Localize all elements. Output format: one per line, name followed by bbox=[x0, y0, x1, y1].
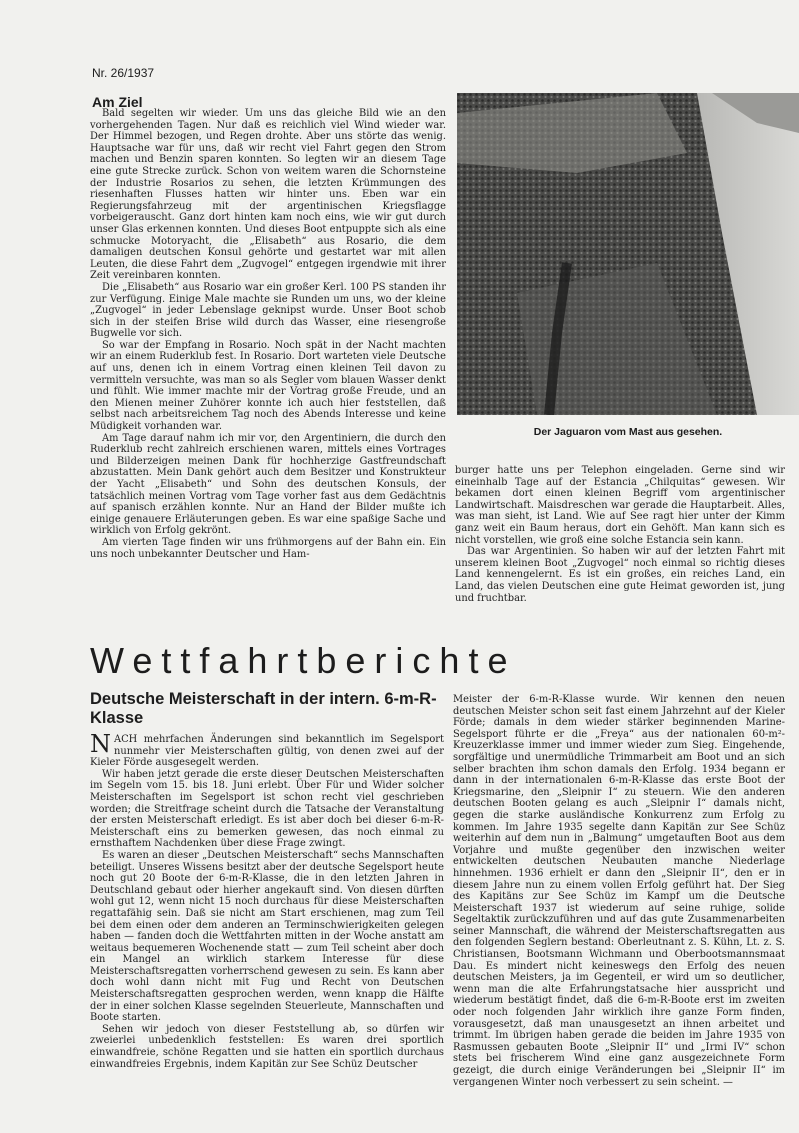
article2-left-column bbox=[90, 730, 444, 1070]
article2-heading: Deutsche Meisterschaft in der intern. 6-m-R-Klasse bbox=[90, 690, 437, 727]
paragraph: Am vierten Tage finden wir uns frühmorgens auf der Bahn ein. Ein uns noch unbekannter Deutscher und Ham- bbox=[90, 536, 446, 560]
photo-caption: Der Jaguaron vom Mast aus gesehen. bbox=[533, 426, 723, 438]
paragraph: burger hatte uns per Telephon eingeladen. Gerne sind wir eineinhalb Tage auf der Estancia „Chilquitas“ gewesen. Wir bekamen dort einen kleinen Begriff vom argentinischer Landwirtschaft. Maisdreschen war gerade die Hauptarbeit. Alles, was man sieht, ist Land. Wie auf See ragt hier unter der Kimm ganz weit ein Baum heraus, dort ein Gehöft. Man kann sich es nicht vorstellen, wie groß eine solche Estancia sein kann. bbox=[455, 465, 785, 546]
article-heading: Am Ziel bbox=[92, 94, 143, 110]
paragraph: Wir haben jetzt gerade die erste dieser Deutschen Meisterschaften im Segeln vom 15. bis 18. Juni erlebt. Über Für und Wider solcher Meisterschaften im Segelsport ist schon recht viel geschrieben worden; die Streitfrage scheint durch die Tatsache der Veranstaltung der ersten Meisterschaft erledigt. Es ist aber doch bei dieser 6-m-R-Meisterschaft eins zu bemerken gewesen, das noch einmal zu ernsthaftem Nachdenken über diese Frage zwingt. bbox=[90, 768, 444, 850]
paragraph: Das war Argentinien. So haben wir auf der letzten Fahrt mit unserem kleinen Boot „Zugvogel“ noch einmal so richtig dieses Land kennengelernt. Es ist ein großes, ein reiches Land, ein Land, das vielen Deutschen eine gute Heimat geworden ist, jung und fruchtbar. bbox=[455, 546, 785, 604]
paragraph: Am Tage darauf nahm ich mir vor, den Argentiniern, die durch den Ruderklub recht zahlreich erschienen waren, mittels eines Vortrages und Bilderzeigen meinen Dank für hochherzige Gastfreundschaft abzustatten. Mein Dank gehört auch dem Besitzer und Konstrukteur der Yacht „Elisabeth“ und Sohn des deutschen Konsuls, der tatsächlich meinen Vortrag vom Tage vorher fast aus dem Gedächtnis auf spanisch erzählen konnte. Nur an Hand der Bilder mußte ich einige genauere Erläuterungen geben. Es war eine spaßige Sache und wirklich von Erfolg gekrönt. bbox=[90, 432, 446, 537]
issue-number: Nr. 26/1937 bbox=[92, 66, 155, 80]
paragraph: So war der Empfang in Rosario. Noch spät in der Nacht machten wir an einem Ruderklub fest. In Rosario. Dort warteten viele Deutsche auf uns, denen ich in einem Vortrag einen kleinen Teil davon zu vermitteln versuchte, was man so als Segler vom blauen Wasser denkt und fühlt. Wie immer machte mir der Vortrag große Freude, und an den Mienen meiner Zuhörer konnte ich auch hier feststellen, daß selbst nach arbeitsreichem Tag noch des Abends Interesse und keine Müdigkeit vorhanden war. bbox=[90, 339, 446, 433]
article-right-column bbox=[455, 465, 785, 604]
paragraph: Sehen wir jedoch von dieser Feststellung ab, so dürfen wir zweierlei unbedenklich feststellen: Es waren drei sportlich einwandfreie, schöne Regatten und sie hatten ein sportlich durchaus einwandfreies Ergebnis, indem Kapitän zur See Schüz Deutscher bbox=[90, 1023, 444, 1070]
paragraph: Meister der 6-m-R-Klasse wurde. Wir kennen den neuen deutschen Meister schon seit fast einem Jahrzehnt auf der Kieler Förde; damals in dem wieder stärker beginnenden Marine-Segelsport führte er die „Freya“ aus der nationalen 60-m²-Kreuzerklasse immer und immer wieder zum Sieg. Eingehende, sorgfältige und unermüdliche Trimmarbeit am Boot und an sich selber brachten ihm schon damals den Erfolg. 1934 begann er dann in der internationalen 6-m-R-Klasse das erste Boot der Kriegsmarine, den „Sleipnir I“ zu steuern. Wie den anderen deutschen Booten gelang es auch „Sleipnir I“ damals nicht, gegen die starke ausländische Konkurrenz zum Erfolg zu kommen. Im Jahre 1935 segelte dann Kapitän zur See Schüz weiterhin auf dem nun in „Balmung“ umgetauften Boot aus dem Vorjahre und mußte gegenüber den inzwischen weiter entwickelten deutschen Neubauten manche Niederlage hinnehmen. 1936 erhielt er dann den „Sleipnir II“, den er in diesem Jahre nun zu einem vollen Erfolg geführt hat. Der Sieg des Kapitäns zur See Schüz im Kampf um die Deutsche Meisterschaft 1937 ist wiederum auf seine ruhige, solide Segeltaktik zurückzuführen und auf das gute Zusammenarbeiten seiner Mannschaft, die während der Meisterschaftsregatten aus den folgenden Seglern bestand: Oberleutnant z. S. Kühn, Lt. z. S. Christiansen, Bootsmann Wichmann und Oberbootsmannsmaat Dau. Es mindert nicht keineswegs den Erfolg des neuen deutschen Meisters, ja im Gegenteil, er wird um so deutlicher, wenn man die alte Erfahrungstatsache hier ausspricht und wiederum bestätigt findet, daß die 6-m-R-Boote erst im zweiten oder noch folgenden Jahr wirklich ihre ganze Form finden, vorausgesetzt, daß man unausgesetzt an ihnen arbeitet und trimmt. Im übrigen haben gerade die beiden im Jahre 1935 von Rasmussen gebauten Boote „Sleipnir II“ und „Irmi IV“ schon stets bei frischerem Wind eine ganz ausgezeichnete Form gezeigt, die durch einige Veränderungen bei „Sleipnir II“ im vergangenen Winter noch verbessert zu sein scheint. — bbox=[453, 694, 785, 1088]
drop-cap: N bbox=[90, 730, 111, 758]
paragraph: Bald segelten wir wieder. Um uns das gleiche Bild wie an den vorhergehenden Tagen. Nur daß es reichlich viel Wind wieder war. Der Himmel bezogen, und Regen drohte. Aber uns störte das wenig. Hauptsache war für uns, daß wir recht viel Fahrt gegen den Strom machen und Benzin sparen konnten. So legten wir an diesem Tage eine gute Strecke zurück. Schon von weitem waren die Schornsteine der Industrie Rosarios zu sehen, die letzten Krümmungen des riesenhaften Flusses hatten wir hinter uns. Eben war ein Regierungsfahrzeug mit der argentinischen Kriegsflagge vorbeigerauscht. Ganz dort hinten kam noch eins, wie wir gut durch unser Glas erkennen konnten. Und dieses Boot entpuppte sich als eine schmucke Motoryacht, die „Elisabeth“ aus Rosario, die dem damaligen deutschen Konsul gehörte und gestartet war mit allen Leuten, die diese Fahrt dem „Zugvogel“ entgegen irgendwie mit ihrer Zeit vereinbaren konnten. bbox=[90, 108, 446, 282]
first-paragraph: NACH mehrfachen Änderungen sind bekanntlich im Segelsport nunmehr vier Meisterschaften gültig, von denen zwei auf der Kieler Förde ausgesegelt werden. bbox=[90, 730, 444, 769]
river-photo bbox=[457, 93, 799, 415]
paragraph: Es waren an dieser „Deutschen Meisterschaft“ sechs Mannschaften beteiligt. Unseres Wissens besitzt aber der deutsche Segelsport heute noch gut 20 Boote der 6-m-R-Klasse, die in den letzten Jahren in Deutschland gebaut oder hierher angekauft sind. Von diesen dürften wohl gut 12, wenn nicht 15 noch durchaus für diese Meisterschaften regattafähig sein. Daß sie nicht am Start erschienen, mag zum Teil bei dem einen oder dem anderen an Terminschwierigkeiten gelegen haben — fanden doch die Wettfahrten mitten in der Woche anstatt am weitaus bequemeren Wochenende statt — zum Teil scheint aber doch ein Mangel an wirklich starkem Interesse für diese Meisterschaftsregatten vorherrschend gewesen zu sein. Es kann aber doch wohl dann nicht mit Fug und Recht von Deutschen Meisterschaftsregatten gesprochen werden, wenn knapp die Hälfte der in einer solchen Klasse segelnden Steuerleute, Mannschaften und Boote starten. bbox=[90, 849, 444, 1024]
article-left-column bbox=[90, 108, 446, 560]
section-title: Wettfahrtberichte bbox=[90, 640, 517, 681]
article2-right-column bbox=[453, 694, 785, 1088]
paragraph: Die „Elisabeth“ aus Rosario war ein großer Kerl. 100 PS standen ihr zur Verfügung. Einige Male machte sie Runden um uns, wo der kleine „Zugvogel“ in jeder Lebenslage geknipst wurde. Unser Boot schob sich in der steifen Brise wild durch das Wasser, eine riesengroße Bugwelle vor sich. bbox=[90, 281, 446, 340]
photo-image bbox=[457, 93, 799, 415]
